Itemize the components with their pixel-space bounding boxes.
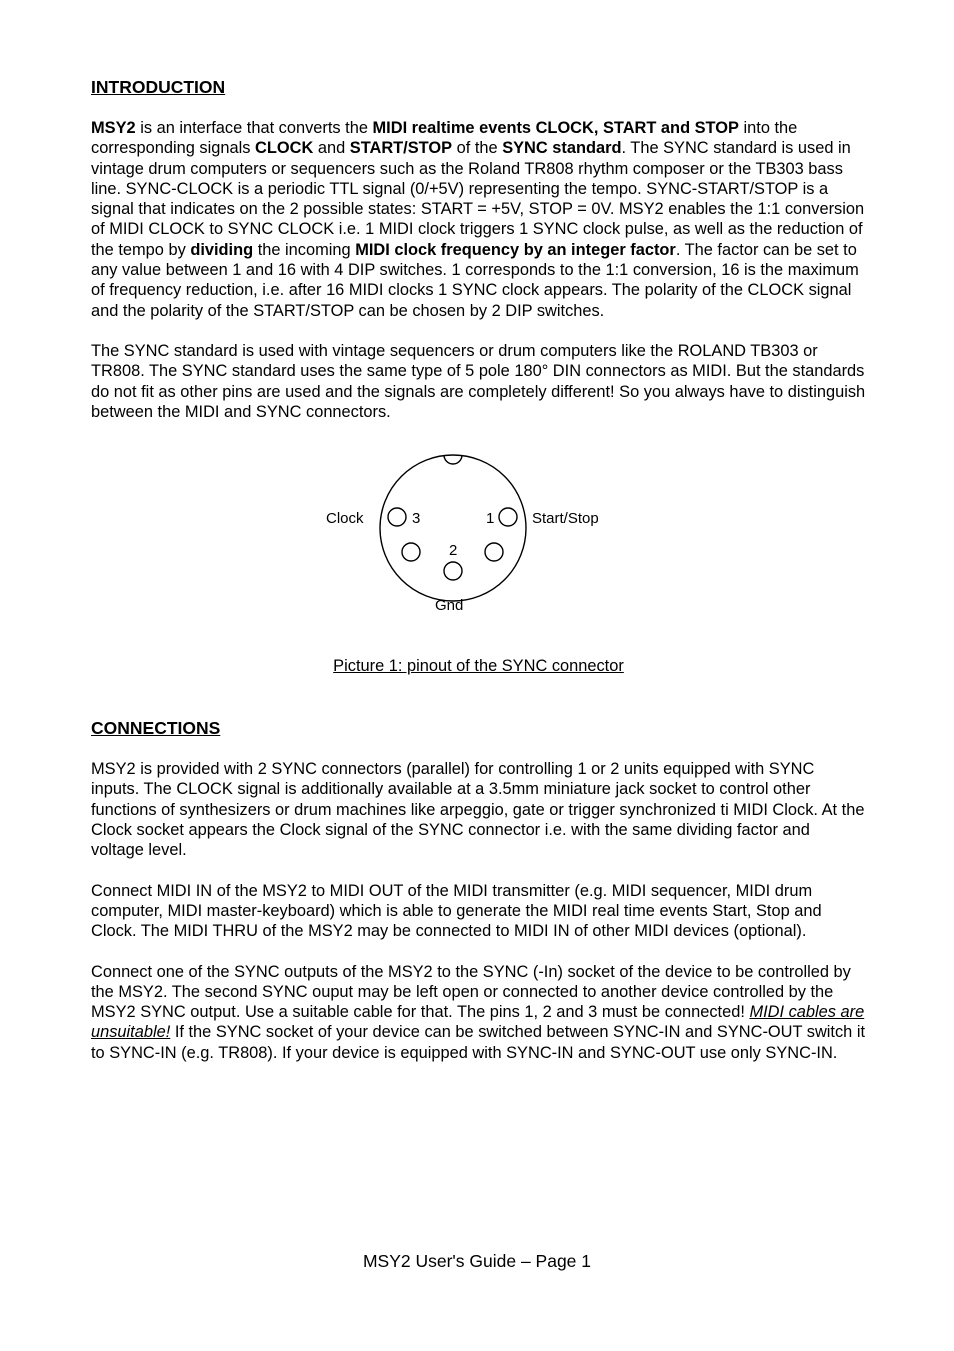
page-footer: MSY2 User's Guide – Page 1 [362, 1251, 592, 1271]
connections-paragraph-1: MSY2 is provided with 2 SYNC connectors (parallel) for controlling 1 or 2 units equipped with SYNC inputs. The CLOCK signal is additionally available at a 3.5mm miniature jack socket to control other functions of synthesizers or drum machines like arpeggio, gate or trigger synchronized ti MIDI Clock. At the Clock socket appears the Clock signal of the SYNC connector i.e. with the same dividing factor and voltage level. [91, 760, 865, 860]
connections-paragraph-3: Connect one of the SYNC outputs of the MSY2 to the SYNC (-In) socket of the device to be controlled by the MSY2. The second SYNC ouput may be left open or connected to another device controlled by the MSY2 SYNC output. Use a suitable cable for that. The pins 1, 2 and 3 must be connected! MIDI cables are unsuitable! If the SYNC socket of your device can be switched between SYNC-IN and SYNC-OUT switch it to SYNC-IN (e.g. TR808). If your device is equipped with SYNC-IN and SYNC-OUT use only SYNC-IN. [91, 962, 866, 1062]
pin-2-label: 2 [449, 542, 458, 560]
pin-2-circle [444, 562, 462, 580]
connector-key-notch [444, 455, 462, 464]
pin-unused-left-circle [402, 543, 420, 561]
pin-3-circle [388, 508, 406, 526]
pin-unused-right-circle [485, 543, 503, 561]
start-stop-label: Start/Stop [532, 510, 599, 528]
connections-heading: CONNECTIONS [91, 718, 221, 739]
sync-connector-diagram [91, 444, 866, 656]
intro-paragraph-1: MSY2 is an interface that converts the MIDI realtime events CLOCK, START and STOP into the corresponding signals CLOCK and START/STOP of the SYNC standard. The SYNC standard is used in vintage drum computers or sequencers such as the Roland TR808 rhythm composer or the TB303 bass line. SYNC-CLOCK is a periodic TTL signal (0/+5V) representing the tempo. SYNC-START/STOP is a signal that indicates on the 2 possible states: START = +5V, STOP = 0V. MSY2 enables the 1:1 conversion of MIDI CLOCK to SYNC CLOCK i.e. 1 MIDI clock triggers 1 SYNC clock pulse, as well as the reduction of the tempo by dividing the incoming MIDI clock frequency by an integer factor. The factor can be set to any value between 1 and 16 with 4 DIP switches. 1 corresponds to the 1:1 conversion, 16 is the maximum of frequency reduction, i.e. after 16 MIDI clocks 1 SYNC clock appears. The polarity of the CLOCK signal and the polarity of the START/STOP can be chosen by 2 DIP switches. [91, 119, 865, 320]
introduction-heading: INTRODUCTION [91, 77, 226, 97]
pin-1-circle [499, 508, 517, 526]
gnd-label: Gnd [435, 597, 464, 615]
figure-caption: Picture 1: pinout of the SYNC connector [333, 657, 624, 676]
connector-outline [380, 455, 526, 601]
connections-paragraph-2: Connect MIDI IN of the MSY2 to MIDI OUT of the MIDI transmitter (e.g. MIDI sequencer, MIDI drum computer, MIDI master-keyboard) which is able to generate the MIDI real time events Start, Stop and Clock. The MIDI THRU of the MSY2 may be connected to MIDI IN of other MIDI devices (optional). [91, 881, 822, 941]
pin-1-label: 1 [486, 510, 495, 528]
clock-label: Clock [326, 510, 364, 528]
pin-3-label: 3 [412, 510, 421, 528]
intro-paragraph-2: The SYNC standard is used with vintage sequencers or drum computers like the ROLAND TB303 or TR808. The SYNC standard uses the same type of 5 pole 180° DIN connectors as MIDI. But the standards do not fit as other pins are used and the signals are completely different! So you always have to distinguish between the MIDI and SYNC connectors. [91, 341, 866, 421]
din-connector-figure [91, 444, 866, 656]
document-body [91, 76, 866, 1063]
midi-cables-warning: MIDI cables are unsuitable! [91, 1003, 865, 1042]
